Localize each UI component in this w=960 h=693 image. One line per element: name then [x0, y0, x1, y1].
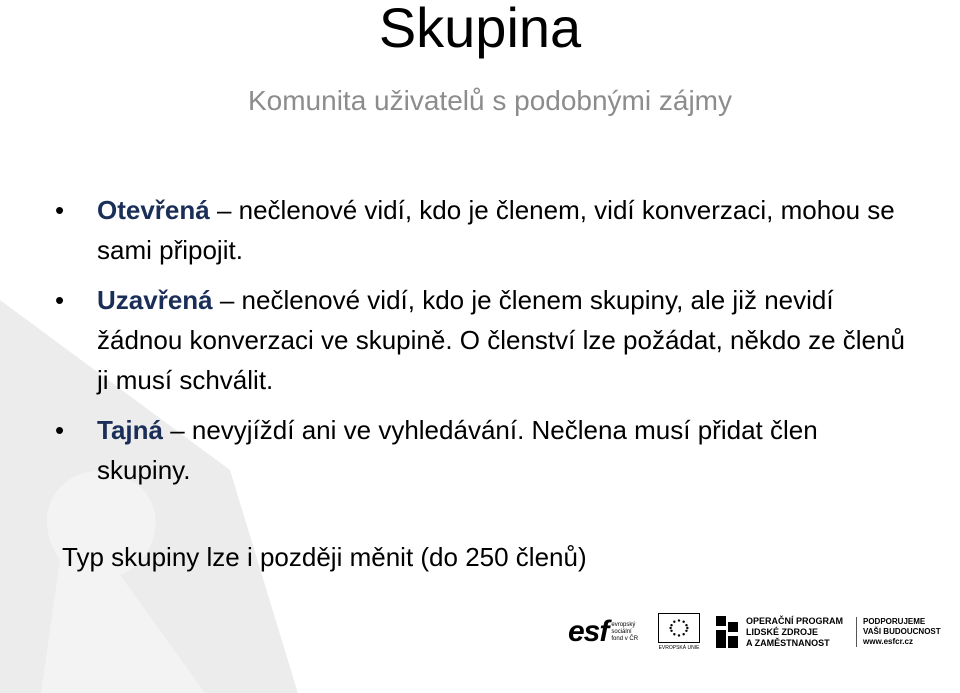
- op-caption-line: LIDSKÉ ZDROJE: [746, 626, 819, 637]
- esf-caption-line: evropský: [611, 621, 636, 628]
- bullet-text: – nečlenové vidí, kdo je členem, vidí konverzaci, mohou se sami připojit.: [97, 195, 895, 265]
- esf-caption-line: sociální: [611, 628, 632, 635]
- support-line: VAŠI BUDOUCNOST: [863, 627, 941, 636]
- esf-mark: esf: [568, 615, 609, 648]
- op-logo: [714, 614, 848, 650]
- bullet-item-closed: [55, 280, 905, 400]
- page-subtitle: Komunita uživatelů s podobnými zájmy: [247, 85, 732, 116]
- bullet-text: – nečlenové vidí, kdo je členem skupiny, ale již nevidí žádnou konverzaci ve skupině. O členství lze požádat, někdo ze členů ji musí schválit.: [97, 285, 905, 395]
- support-line: PODPORUJEME: [863, 617, 926, 626]
- op-caption-line: OPERAČNÍ PROGRAM: [746, 615, 844, 626]
- page-title: Skupina: [378, 0, 582, 59]
- support-url: www.esfcr.cz: [863, 637, 913, 646]
- bullet-item-secret: [55, 410, 905, 490]
- esf-caption-line: fond v ČR: [611, 635, 639, 642]
- bullet-text: – nevyjíždí ani ve vyhledávání. Nečlena musí přidat člen skupiny.: [97, 415, 818, 485]
- logo-strip: [568, 608, 952, 656]
- esf-caption: [611, 622, 638, 643]
- op-mark-icon: [714, 614, 740, 650]
- bullet-term: Tajná: [97, 415, 163, 445]
- esf-logo: [568, 617, 650, 647]
- bullet-term: Uzavřená: [97, 285, 213, 315]
- bullet-term: Otevřená: [97, 195, 210, 225]
- op-caption-line: A ZAMĚSTNANOST: [746, 637, 830, 648]
- bullet-list: [55, 190, 905, 500]
- eu-logo: [654, 613, 704, 651]
- support-logo: [856, 617, 941, 647]
- bullet-item-open: [55, 190, 905, 270]
- op-caption: [746, 616, 843, 649]
- eu-caption: EVROPSKÁ UNIE: [658, 645, 700, 651]
- footer-note: Typ skupiny lze i později měnit (do 250 členů): [62, 542, 587, 572]
- eu-flag-icon: [658, 613, 700, 643]
